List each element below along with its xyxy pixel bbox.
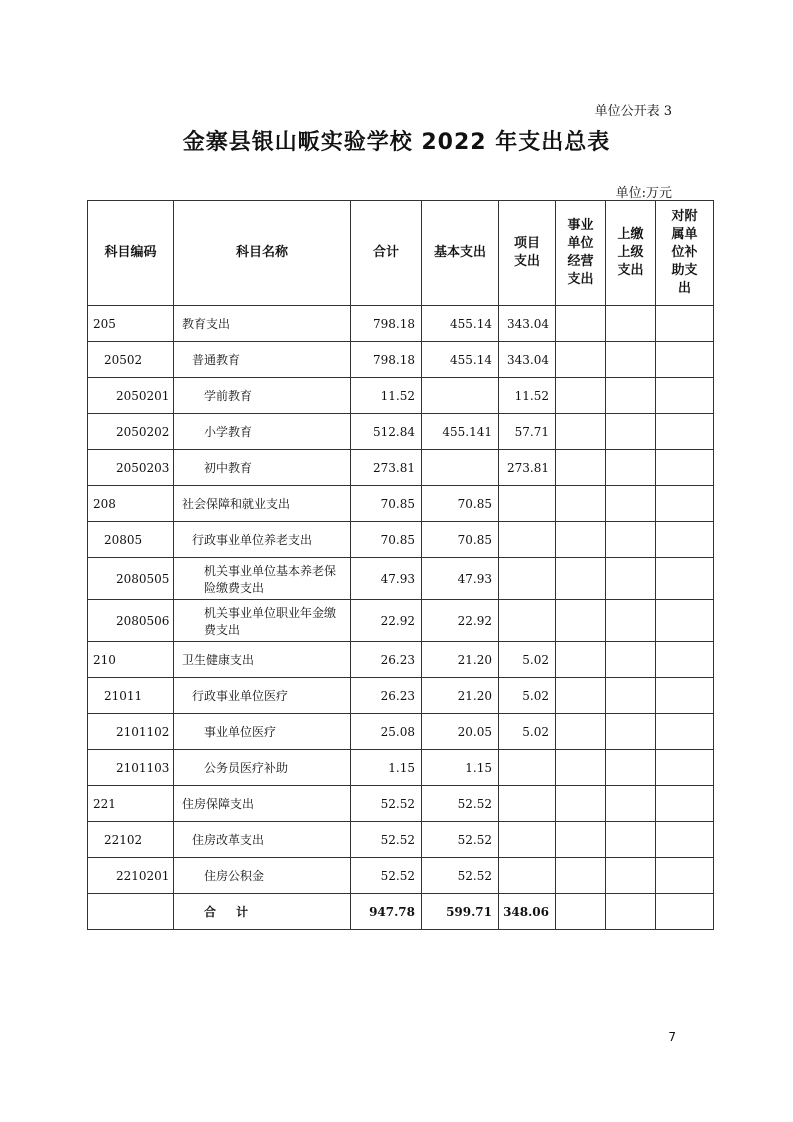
cell-subsidy <box>656 522 714 558</box>
cell-project: 273.81 <box>499 450 556 486</box>
cell-basic: 21.20 <box>422 678 499 714</box>
table-row <box>88 342 714 378</box>
cell-basic: 22.92 <box>422 600 499 642</box>
cell-subsidy <box>656 786 714 822</box>
cell-project <box>499 522 556 558</box>
header-name: 科目名称 <box>174 201 351 306</box>
cell-business <box>556 858 606 894</box>
cell-name: 初中教育 <box>174 450 351 486</box>
cell-basic: 1.15 <box>422 750 499 786</box>
cell-basic: 21.20 <box>422 642 499 678</box>
cell-name: 卫生健康支出 <box>174 642 351 678</box>
cell-subsidy <box>656 822 714 858</box>
cell-upper <box>606 486 656 522</box>
cell-business <box>556 450 606 486</box>
cell-project: 5.02 <box>499 642 556 678</box>
cell-upper <box>606 378 656 414</box>
table-row <box>88 486 714 522</box>
cell-code: 205 <box>88 306 174 342</box>
cell-subsidy <box>656 858 714 894</box>
cell-name: 行政事业单位医疗 <box>174 678 351 714</box>
cell-business <box>556 486 606 522</box>
cell-business <box>556 750 606 786</box>
cell-subsidy <box>656 378 714 414</box>
cell-name: 行政事业单位养老支出 <box>174 522 351 558</box>
cell-subsidy <box>656 486 714 522</box>
table-row <box>88 558 714 600</box>
cell-upper <box>606 822 656 858</box>
cell-name: 住房改革支出 <box>174 822 351 858</box>
cell-basic: 70.85 <box>422 522 499 558</box>
cell-project <box>499 822 556 858</box>
cell-upper <box>606 678 656 714</box>
cell-total: 798.18 <box>351 306 422 342</box>
cell-code: 2101103 <box>88 750 174 786</box>
cell-name: 机关事业单位基本养老保险缴费支出 <box>174 558 351 600</box>
cell-code: 22102 <box>88 822 174 858</box>
table-row <box>88 822 714 858</box>
cell-basic <box>422 450 499 486</box>
cell-subsidy <box>656 306 714 342</box>
cell-total: 70.85 <box>351 522 422 558</box>
table-row <box>88 414 714 450</box>
cell-project <box>499 750 556 786</box>
header-subsidy: 对附属单位补助支出 <box>656 201 714 306</box>
cell-subsidy <box>656 414 714 450</box>
cell-business <box>556 822 606 858</box>
cell-business <box>556 642 606 678</box>
cell-total: 47.93 <box>351 558 422 600</box>
header-total: 合计 <box>351 201 422 306</box>
cell-business <box>556 342 606 378</box>
cell-upper <box>606 600 656 642</box>
cell-basic: 52.52 <box>422 786 499 822</box>
cell-upper <box>606 786 656 822</box>
cell-name: 普通教育 <box>174 342 351 378</box>
cell-subsidy <box>656 450 714 486</box>
cell-project: 11.52 <box>499 378 556 414</box>
cell-total: 798.18 <box>351 342 422 378</box>
table-row <box>88 678 714 714</box>
cell-code: 2080505 <box>88 558 174 600</box>
cell-subsidy <box>656 750 714 786</box>
cell-upper <box>606 342 656 378</box>
cell-name: 社会保障和就业支出 <box>174 486 351 522</box>
header-basic: 基本支出 <box>422 201 499 306</box>
table-body <box>88 306 714 930</box>
cell-upper <box>606 750 656 786</box>
cell-project <box>499 858 556 894</box>
cell-project <box>499 486 556 522</box>
total-row <box>88 894 714 930</box>
cell-code: 210 <box>88 642 174 678</box>
cell-project: 5.02 <box>499 678 556 714</box>
table-row <box>88 378 714 414</box>
cell-business <box>556 678 606 714</box>
cell-business <box>556 306 606 342</box>
cell-project: 343.04 <box>499 342 556 378</box>
table-row <box>88 306 714 342</box>
cell-subsidy <box>656 600 714 642</box>
cell-code: 20502 <box>88 342 174 378</box>
cell-subsidy <box>656 714 714 750</box>
cell-code: 2080506 <box>88 600 174 642</box>
header-business: 事业单位经营支出 <box>556 201 606 306</box>
cell-business <box>556 414 606 450</box>
cell-project: 5.02 <box>499 714 556 750</box>
cell-project: 57.71 <box>499 414 556 450</box>
form-code: 单位公开表 3 <box>594 104 672 119</box>
cell-basic: 20.05 <box>422 714 499 750</box>
table-row <box>88 858 714 894</box>
cell-basic: 47.93 <box>422 558 499 600</box>
cell-total: 1.15 <box>351 750 422 786</box>
table-row <box>88 714 714 750</box>
header-project: 项目支出 <box>499 201 556 306</box>
header-upper: 上缴上级支出 <box>606 201 656 306</box>
cell-project <box>499 600 556 642</box>
cell-project <box>499 786 556 822</box>
cell-name: 事业单位医疗 <box>174 714 351 750</box>
cell-project <box>499 558 556 600</box>
cell-project: 343.04 <box>499 306 556 342</box>
unit-label: 单位:万元 <box>615 186 672 201</box>
cell-total: 512.84 <box>351 414 422 450</box>
cell-total: 26.23 <box>351 642 422 678</box>
cell-subsidy <box>656 342 714 378</box>
table-header-row <box>88 201 714 306</box>
table-row <box>88 600 714 642</box>
cell-subsidy <box>656 642 714 678</box>
cell-total: 11.52 <box>351 378 422 414</box>
cell-business <box>556 378 606 414</box>
cell-upper <box>606 714 656 750</box>
cell-code: 2210201 <box>88 858 174 894</box>
expenditure-table <box>87 200 714 930</box>
cell-basic: 455.14 <box>422 342 499 378</box>
cell-code: 221 <box>88 786 174 822</box>
total-cell-business <box>556 894 606 930</box>
cell-name: 学前教育 <box>174 378 351 414</box>
header-code: 科目编码 <box>88 201 174 306</box>
table-row <box>88 522 714 558</box>
cell-basic: 455.141 <box>422 414 499 450</box>
cell-basic: 70.85 <box>422 486 499 522</box>
cell-basic: 52.52 <box>422 822 499 858</box>
total-cell-subsidy <box>656 894 714 930</box>
cell-subsidy <box>656 558 714 600</box>
cell-basic: 52.52 <box>422 858 499 894</box>
cell-basic: 455.14 <box>422 306 499 342</box>
cell-code: 2101102 <box>88 714 174 750</box>
cell-name: 住房公积金 <box>174 858 351 894</box>
cell-upper <box>606 306 656 342</box>
cell-total: 22.92 <box>351 600 422 642</box>
cell-code: 21011 <box>88 678 174 714</box>
total-cell-project: 348.06 <box>499 894 556 930</box>
table-row <box>88 786 714 822</box>
table-row <box>88 750 714 786</box>
cell-upper <box>606 642 656 678</box>
cell-total: 26.23 <box>351 678 422 714</box>
cell-name: 住房保障支出 <box>174 786 351 822</box>
cell-name: 公务员医疗补助 <box>174 750 351 786</box>
table-row <box>88 642 714 678</box>
cell-name: 教育支出 <box>174 306 351 342</box>
total-cell-total: 947.78 <box>351 894 422 930</box>
cell-business <box>556 558 606 600</box>
total-cell-code <box>88 894 174 930</box>
cell-code: 2050203 <box>88 450 174 486</box>
cell-business <box>556 600 606 642</box>
total-cell-name: 合 计 <box>174 894 351 930</box>
cell-upper <box>606 858 656 894</box>
cell-name: 小学教育 <box>174 414 351 450</box>
cell-subsidy <box>656 678 714 714</box>
cell-code: 2050201 <box>88 378 174 414</box>
cell-business <box>556 786 606 822</box>
cell-business <box>556 522 606 558</box>
cell-code: 20805 <box>88 522 174 558</box>
cell-basic <box>422 378 499 414</box>
total-cell-upper <box>606 894 656 930</box>
total-cell-basic: 599.71 <box>422 894 499 930</box>
cell-upper <box>606 558 656 600</box>
cell-total: 52.52 <box>351 786 422 822</box>
cell-total: 25.08 <box>351 714 422 750</box>
page-number: 7 <box>668 1030 676 1044</box>
page-title: 金寨县银山畈实验学校 2022 年支出总表 <box>182 130 611 155</box>
table-row <box>88 450 714 486</box>
cell-total: 273.81 <box>351 450 422 486</box>
cell-code: 2050202 <box>88 414 174 450</box>
cell-total: 70.85 <box>351 486 422 522</box>
cell-code: 208 <box>88 486 174 522</box>
cell-upper <box>606 522 656 558</box>
cell-upper <box>606 450 656 486</box>
cell-total: 52.52 <box>351 822 422 858</box>
cell-upper <box>606 414 656 450</box>
cell-name: 机关事业单位职业年金缴费支出 <box>174 600 351 642</box>
cell-total: 52.52 <box>351 858 422 894</box>
cell-business <box>556 714 606 750</box>
